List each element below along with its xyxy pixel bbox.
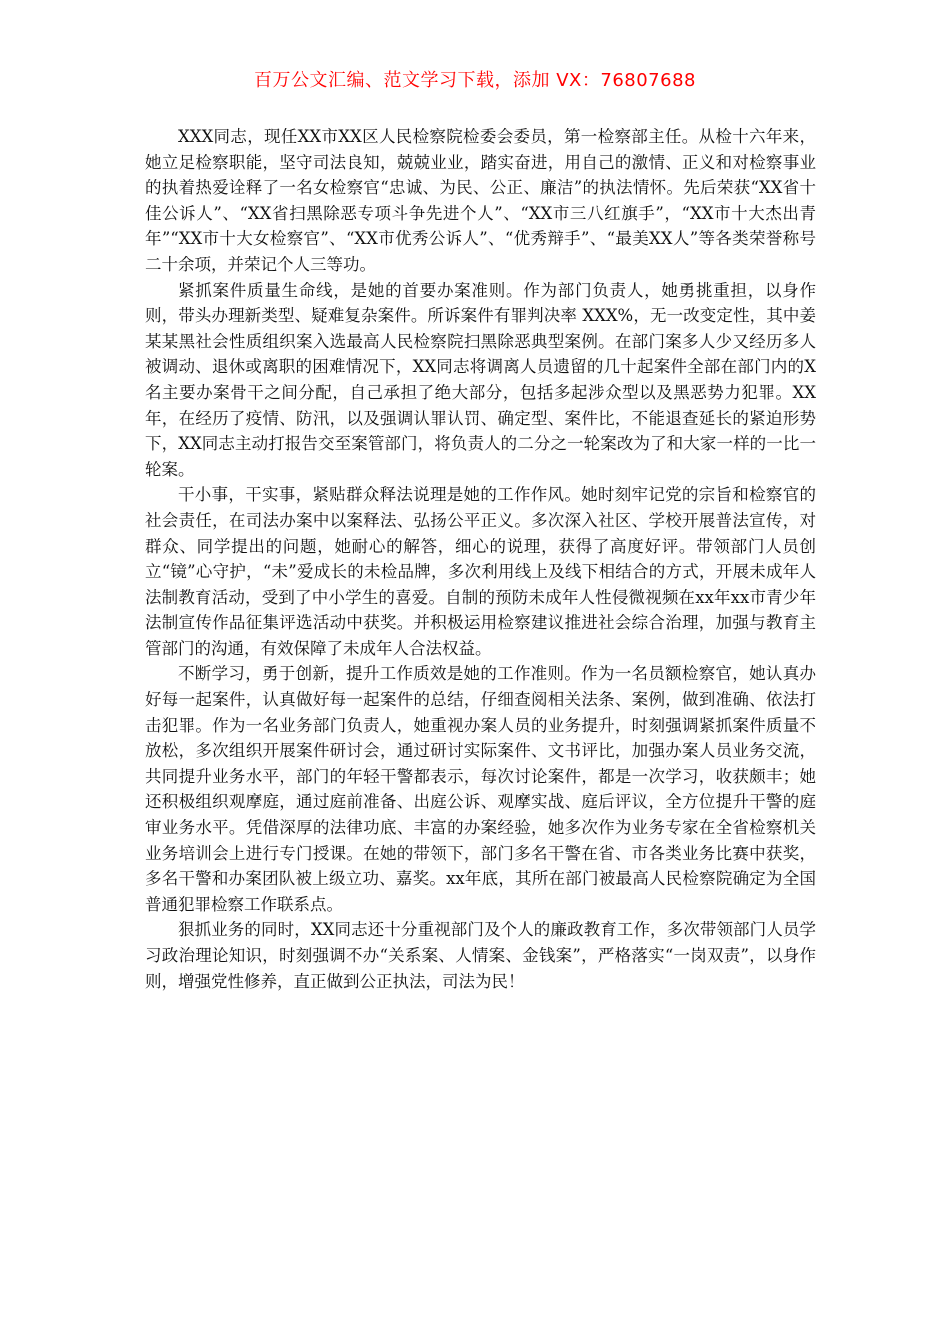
document-body [145,124,816,994]
paragraph-intro: XXX同志，现任XX市XX区人民检察院检委会委员，第一检察部主任。从检十六年来，她立足检察职能，坚守司法良知，兢兢业业，踏实奋进，用自己的激情、正义和对检察事业的执着热爱诠释了一名女检察官“忠诚、为民、公正、廉洁”的执法情怀。先后荣获“XX省十佳公诉人”、“XX省扫黑除恶专项斗争先进个人”、“XX市三八红旗手”，“XX市十大杰出青年”“XX市十大女检察官”、“XX市优秀公诉人”、“优秀辩手”、“最美XX人”等各类荣誉称号二十余项，并荣记个人三等功。 [145,127,816,274]
paragraph-work-style: 干小事，干实事，紧贴群众释法说理是她的工作作风。她时刻牢记党的宗旨和检察官的社会责任，在司法办案中以案释法、弘扬公平正义。多次深入社区、学校开展普法宣传，对群众、同学提出的问题，她耐心的解答，细心的说理，获得了高度好评。带领部门人员创立“镜”心守护，“未”爱成长的未检品牌，多次利用线上及线下相结合的方式，开展未成年人法制教育活动，受到了中小学生的喜爱。自制的预防未成年人性侵微视频在xx年xx市青少年法制宣传作品征集评选活动中获奖。并积极运用检察建议推进社会综合治理，加强与教育主管部门的沟通，有效保障了未成年人合法权益。 [145,485,816,658]
paragraph-integrity: 狠抓业务的同时，XX同志还十分重视部门及个人的廉政教育工作，多次带领部门人员学习政治理论知识，时刻强调不办“关系案、人情案、金钱案”，严格落实“一岗双责”，以身作则，增强党性修养，直正做到公正执法，司法为民！ [145,920,816,991]
paragraph-case-quality: 紧抓案件质量生命线，是她的首要办案准则。作为部门负责人，她勇挑重担，以身作则，带头办理新类型、疑难复杂案件。所诉案件有罪判决率 XXX%，无一改变定性，其中姜某某黑社会性质组织案入选最高人民检察院扫黑除恶典型案例。在部门案多人少又经历多人被调动、退休或离职的困难情况下，XX同志将调离人员遗留的几十起案件全部在部门内的X名主要办案骨干之间分配，自己承担了绝大部分，包括多起涉众型以及黑恶势力犯罪。XX年，在经历了疫情、防汛，以及强调认罪认罚、确定型、案件比，不能退查延长的紧迫形势下，XX同志主动打报告交至案管部门，将负责人的二分之一轮案改为了和大家一样的一比一轮案。 [145,280,816,479]
header-banner: 百万公文汇编、范文学习下载，添加 VX：76807688 [254,70,696,91]
paragraph-learning: 不断学习，勇于创新，提升工作质效是她的工作准则。作为一名员额检察官，她认真办好每一起案件，认真做好每一起案件的总结，仔细查阅相关法条、案例，做到准确、依法打击犯罪。作为一名业务部门负责人，她重视办案人员的业务提升，时刻强调紧抓案件质量不放松，多次组织开展案件研讨会，通过研讨实际案件、文书评比，加强办案人员业务交流，共同提升业务水平，部门的年轻干警都表示，每次讨论案件，都是一次学习，收获颇丰；她还积极组织观摩庭，通过庭前准备、出庭公诉、观摩实战、庭后评议，全方位提升干警的庭审业务水平。凭借深厚的法律功底、丰富的办案经验，她多次作为业务专家在全省检察机关业务培训会上进行专门授课。在她的带领下，部门多名干警在省、市各类业务比赛中获奖，多名干警和办案团队被上级立功、嘉奖。xx年底，其所在部门被最高人民检察院确定为全国普通犯罪检察工作联系点。 [145,664,816,914]
